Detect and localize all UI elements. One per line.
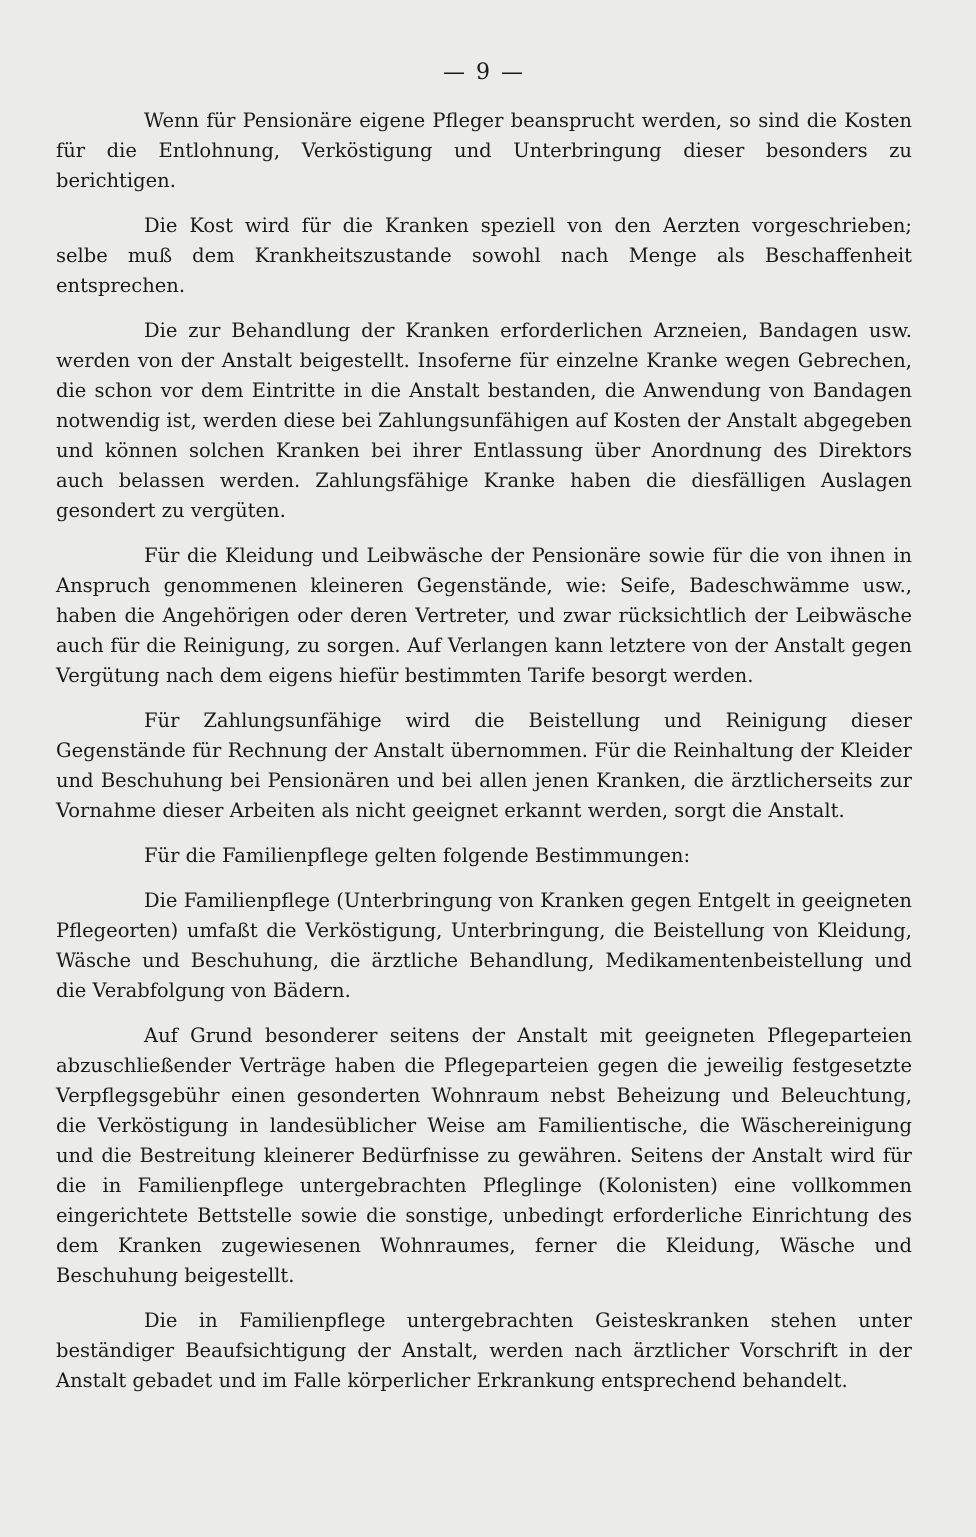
paragraph: Wenn für Pensionäre eigene Pfleger beansprucht werden, so sind die Kosten für die Entlohnung, Verköstigung und Unterbringung dieser besonders zu berichtigen. [56, 109, 912, 192]
paragraph: Auf Grund besonderer seitens der Anstalt mit geeigneten Pflegeparteien abzuschließender Verträge haben die Pflegeparteien gegen die jeweilig festgesetzte Verpflegsgebühr einen gesonderten Wohnraum nebst Beheizung und Beleuchtung, die Verköstigung in landesüblicher Weise am Familientische, die Wäschereinigung und die Bestreitung kleinerer Bedürfnisse zu gewähren. Seitens der Anstalt wird für die in Familienpflege untergebrachten Pfleglinge (Kolonisten) eine vollkommen eingerichtete Bettstelle sowie die sonstige, unbedingt erforderliche Einrichtung des dem Kranken zugewiesenen Wohnraumes, ferner die Kleidung, Wäsche und Beschuhung beigestellt. [56, 1024, 912, 1287]
paragraph: Die in Familienpflege untergebrachten Geisteskranken stehen unter beständiger Beaufsichtigung der Anstalt, werden nach ärztlicher Vorschrift in der Anstalt gebadet und im Falle körperlicher Erkrankung entsprechend behandelt. [56, 1309, 912, 1392]
paragraph: Für die Kleidung und Leibwäsche der Pensionäre sowie für die von ihnen in Anspruch genommenen kleineren Gegenstände, wie: Seife, Badeschwämme usw., haben die Angehörigen oder deren Vertreter, und zwar rücksichtlich der Leibwäsche auch für die Reinigung, zu sorgen. Auf Verlangen kann letztere von der Anstalt gegen Vergütung nach dem eigens hiefür bestimmten Tarife besorgt werden. [56, 544, 912, 687]
paragraph: Für Zahlungsunfähige wird die Beistellung und Reinigung dieser Gegenstände für Rechnung der Anstalt übernommen. Für die Reinhaltung der Kleider und Beschuhung bei Pensionären und bei allen jenen Kranken, die ärztlicherseits zur Vornahme dieser Arbeiten als nicht geeignet erkannt werden, sorgt die Anstalt. [56, 709, 912, 822]
paragraph: Die Familienpflege (Unterbringung von Kranken gegen Entgelt in geeigneten Pflegeorten) umfaßt die Verköstigung, Unterbringung, die Beistellung von Kleidung, Wäsche und Beschuhung, die ärztliche Behandlung, Medikamentenbeistellung und die Verabfolgung von Bädern. [56, 889, 912, 1002]
paragraph: Die Kost wird für die Kranken speziell von den Aerzten vorgeschrieben; selbe muß dem Krankheitszustande sowohl nach Menge als Beschaffenheit entsprechen. [56, 214, 912, 297]
paragraph: Die zur Behandlung der Kranken erforderlichen Arzneien, Bandagen usw. werden von der Anstalt beigestellt. Insoferne für einzelne Kranke wegen Gebrechen, die schon vor dem Eintritte in die Anstalt bestanden, die Anwendung von Bandagen notwendig ist, werden diese bei Zahlungsunfähigen auf Kosten der Anstalt abgegeben und können solchen Kranken bei ihrer Entlassung über Anordnung des Direktors auch belassen werden. Zahlungsfähige Kranke haben die diesfälligen Auslagen gesondert zu vergüten. [56, 319, 912, 522]
paragraph: Für die Familienpflege gelten folgende Bestimmungen: [144, 844, 691, 867]
page-number: — 9 — [443, 60, 525, 85]
